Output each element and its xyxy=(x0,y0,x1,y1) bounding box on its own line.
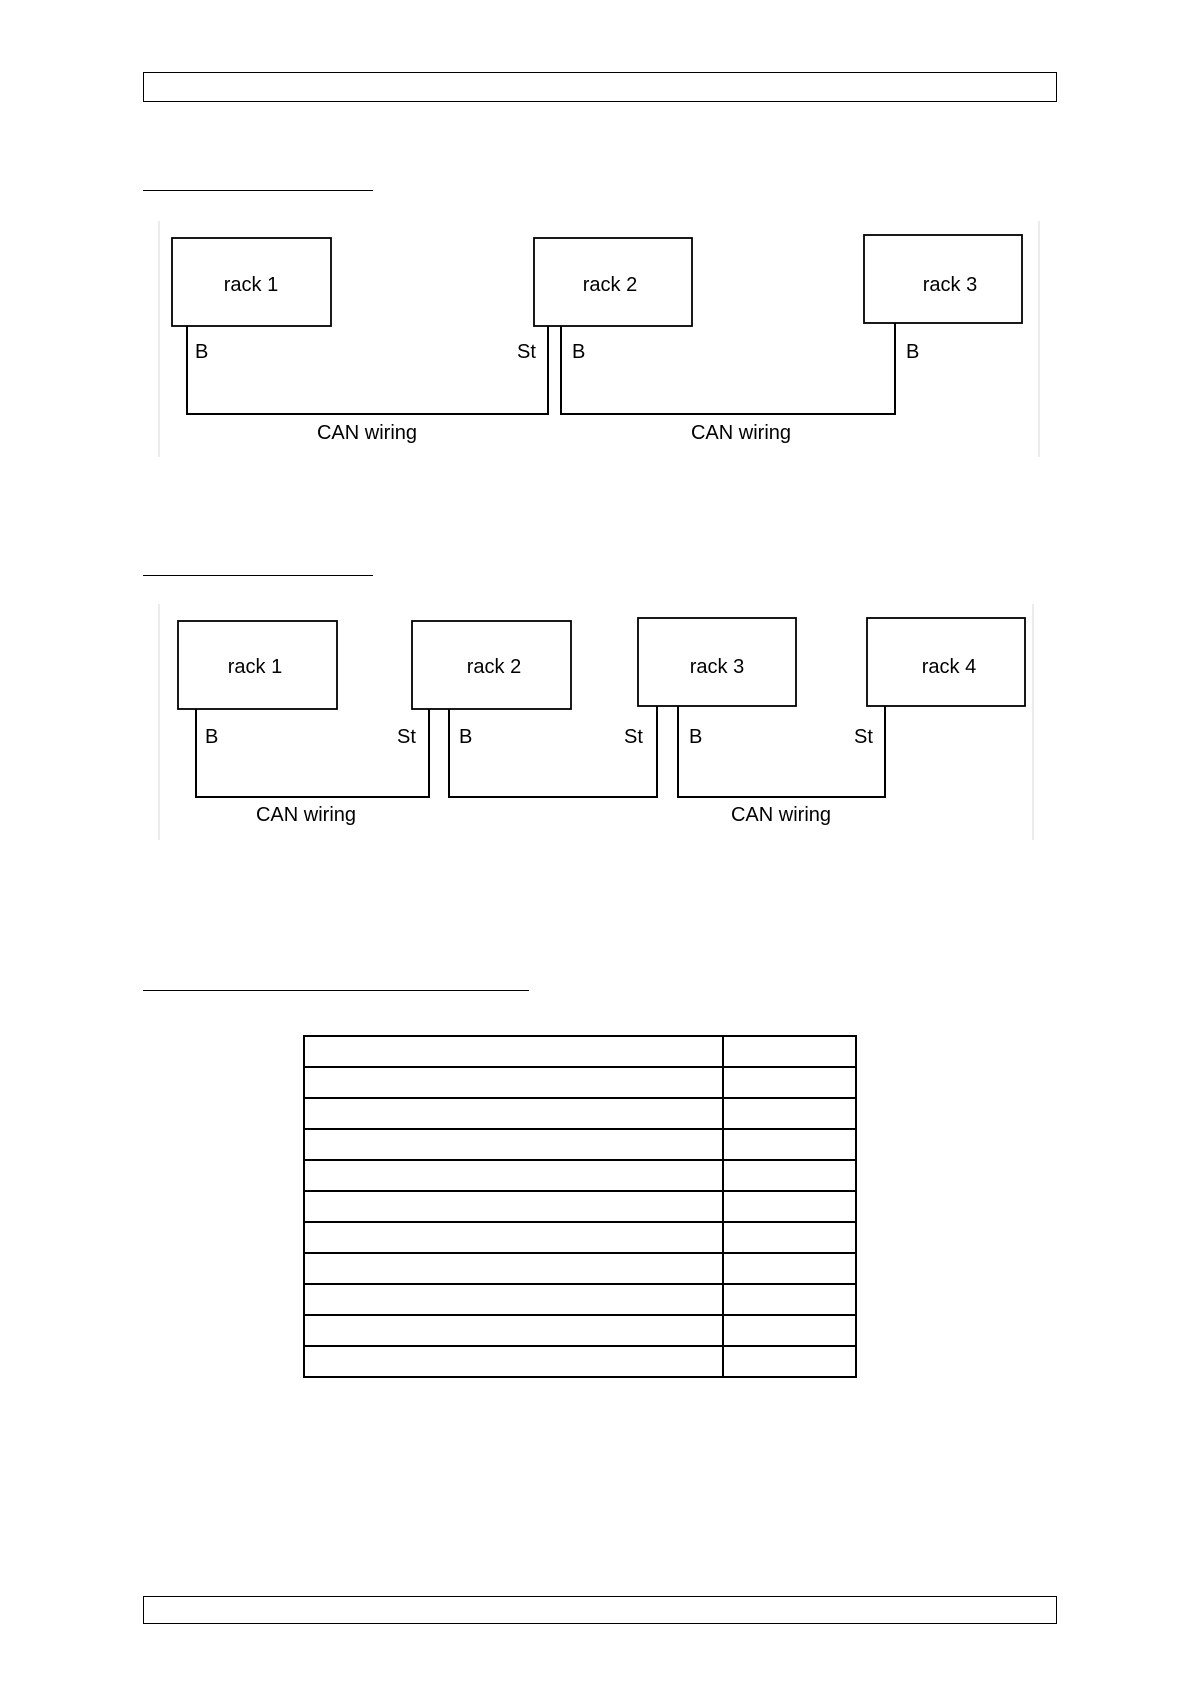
rack-label: rack 4 xyxy=(921,656,977,678)
table-cell xyxy=(723,1098,856,1129)
table-cell xyxy=(723,1129,856,1160)
rack-label: rack 2 xyxy=(582,274,638,296)
table-cell xyxy=(723,1160,856,1191)
port-b-label: B xyxy=(459,726,473,748)
table-row xyxy=(304,1098,856,1129)
can-wire xyxy=(678,706,885,797)
table-cell xyxy=(723,1315,856,1346)
table-cell xyxy=(723,1253,856,1284)
table-cell xyxy=(723,1191,856,1222)
table-row xyxy=(304,1036,856,1067)
table-row xyxy=(304,1129,856,1160)
table-cell xyxy=(304,1191,723,1222)
can-wiring-label: CAN wiring xyxy=(316,422,418,444)
table-cell xyxy=(304,1160,723,1191)
rack-label: rack 1 xyxy=(223,274,279,296)
port-st-label: St xyxy=(397,726,416,748)
table-cell xyxy=(304,1315,723,1346)
can-wiring-diagram-4-racks xyxy=(157,604,1042,844)
table-row xyxy=(304,1315,856,1346)
rack-label: rack 1 xyxy=(227,656,283,678)
table-cell xyxy=(723,1346,856,1377)
port-b-label: B xyxy=(205,726,219,748)
table-cell xyxy=(304,1346,723,1377)
rack-label: rack 2 xyxy=(466,656,522,678)
section-heading-rule-2 xyxy=(143,575,373,576)
port-b-label: B xyxy=(572,341,586,363)
page-header-box xyxy=(143,72,1057,102)
port-b-label: B xyxy=(906,341,920,363)
port-b-label: B xyxy=(195,341,209,363)
table-cell xyxy=(304,1036,723,1067)
table-row xyxy=(304,1284,856,1315)
can-wire xyxy=(561,323,895,414)
table-cell xyxy=(723,1036,856,1067)
page-footer-box xyxy=(143,1596,1057,1624)
can-wiring-label: CAN wiring xyxy=(730,804,832,826)
port-st-label: St xyxy=(854,726,873,748)
table-cell xyxy=(723,1284,856,1315)
can-wire xyxy=(196,709,429,797)
table-cell xyxy=(723,1222,856,1253)
can-wiring-label: CAN wiring xyxy=(690,422,792,444)
table-row xyxy=(304,1160,856,1191)
section-heading-rule-3 xyxy=(143,990,529,991)
port-st-label: St xyxy=(624,726,643,748)
table-cell xyxy=(723,1067,856,1098)
table-row xyxy=(304,1222,856,1253)
table-cell xyxy=(304,1284,723,1315)
port-st-label: St xyxy=(517,341,536,363)
can-wire xyxy=(187,326,548,414)
table-cell xyxy=(304,1098,723,1129)
rack-label: rack 3 xyxy=(922,274,978,296)
data-table xyxy=(303,1035,857,1378)
section-heading-rule-1 xyxy=(143,190,373,191)
table-row xyxy=(304,1067,856,1098)
table-cell xyxy=(304,1129,723,1160)
can-wiring-label: CAN wiring xyxy=(255,804,357,826)
table-row xyxy=(304,1191,856,1222)
table-row xyxy=(304,1253,856,1284)
can-wiring-diagram-3-racks xyxy=(157,221,1042,461)
rack-label: rack 3 xyxy=(689,656,745,678)
table-cell xyxy=(304,1253,723,1284)
can-wire xyxy=(449,706,657,797)
table-cell xyxy=(304,1222,723,1253)
table-cell xyxy=(304,1067,723,1098)
table-row xyxy=(304,1346,856,1377)
port-b-label: B xyxy=(689,726,703,748)
